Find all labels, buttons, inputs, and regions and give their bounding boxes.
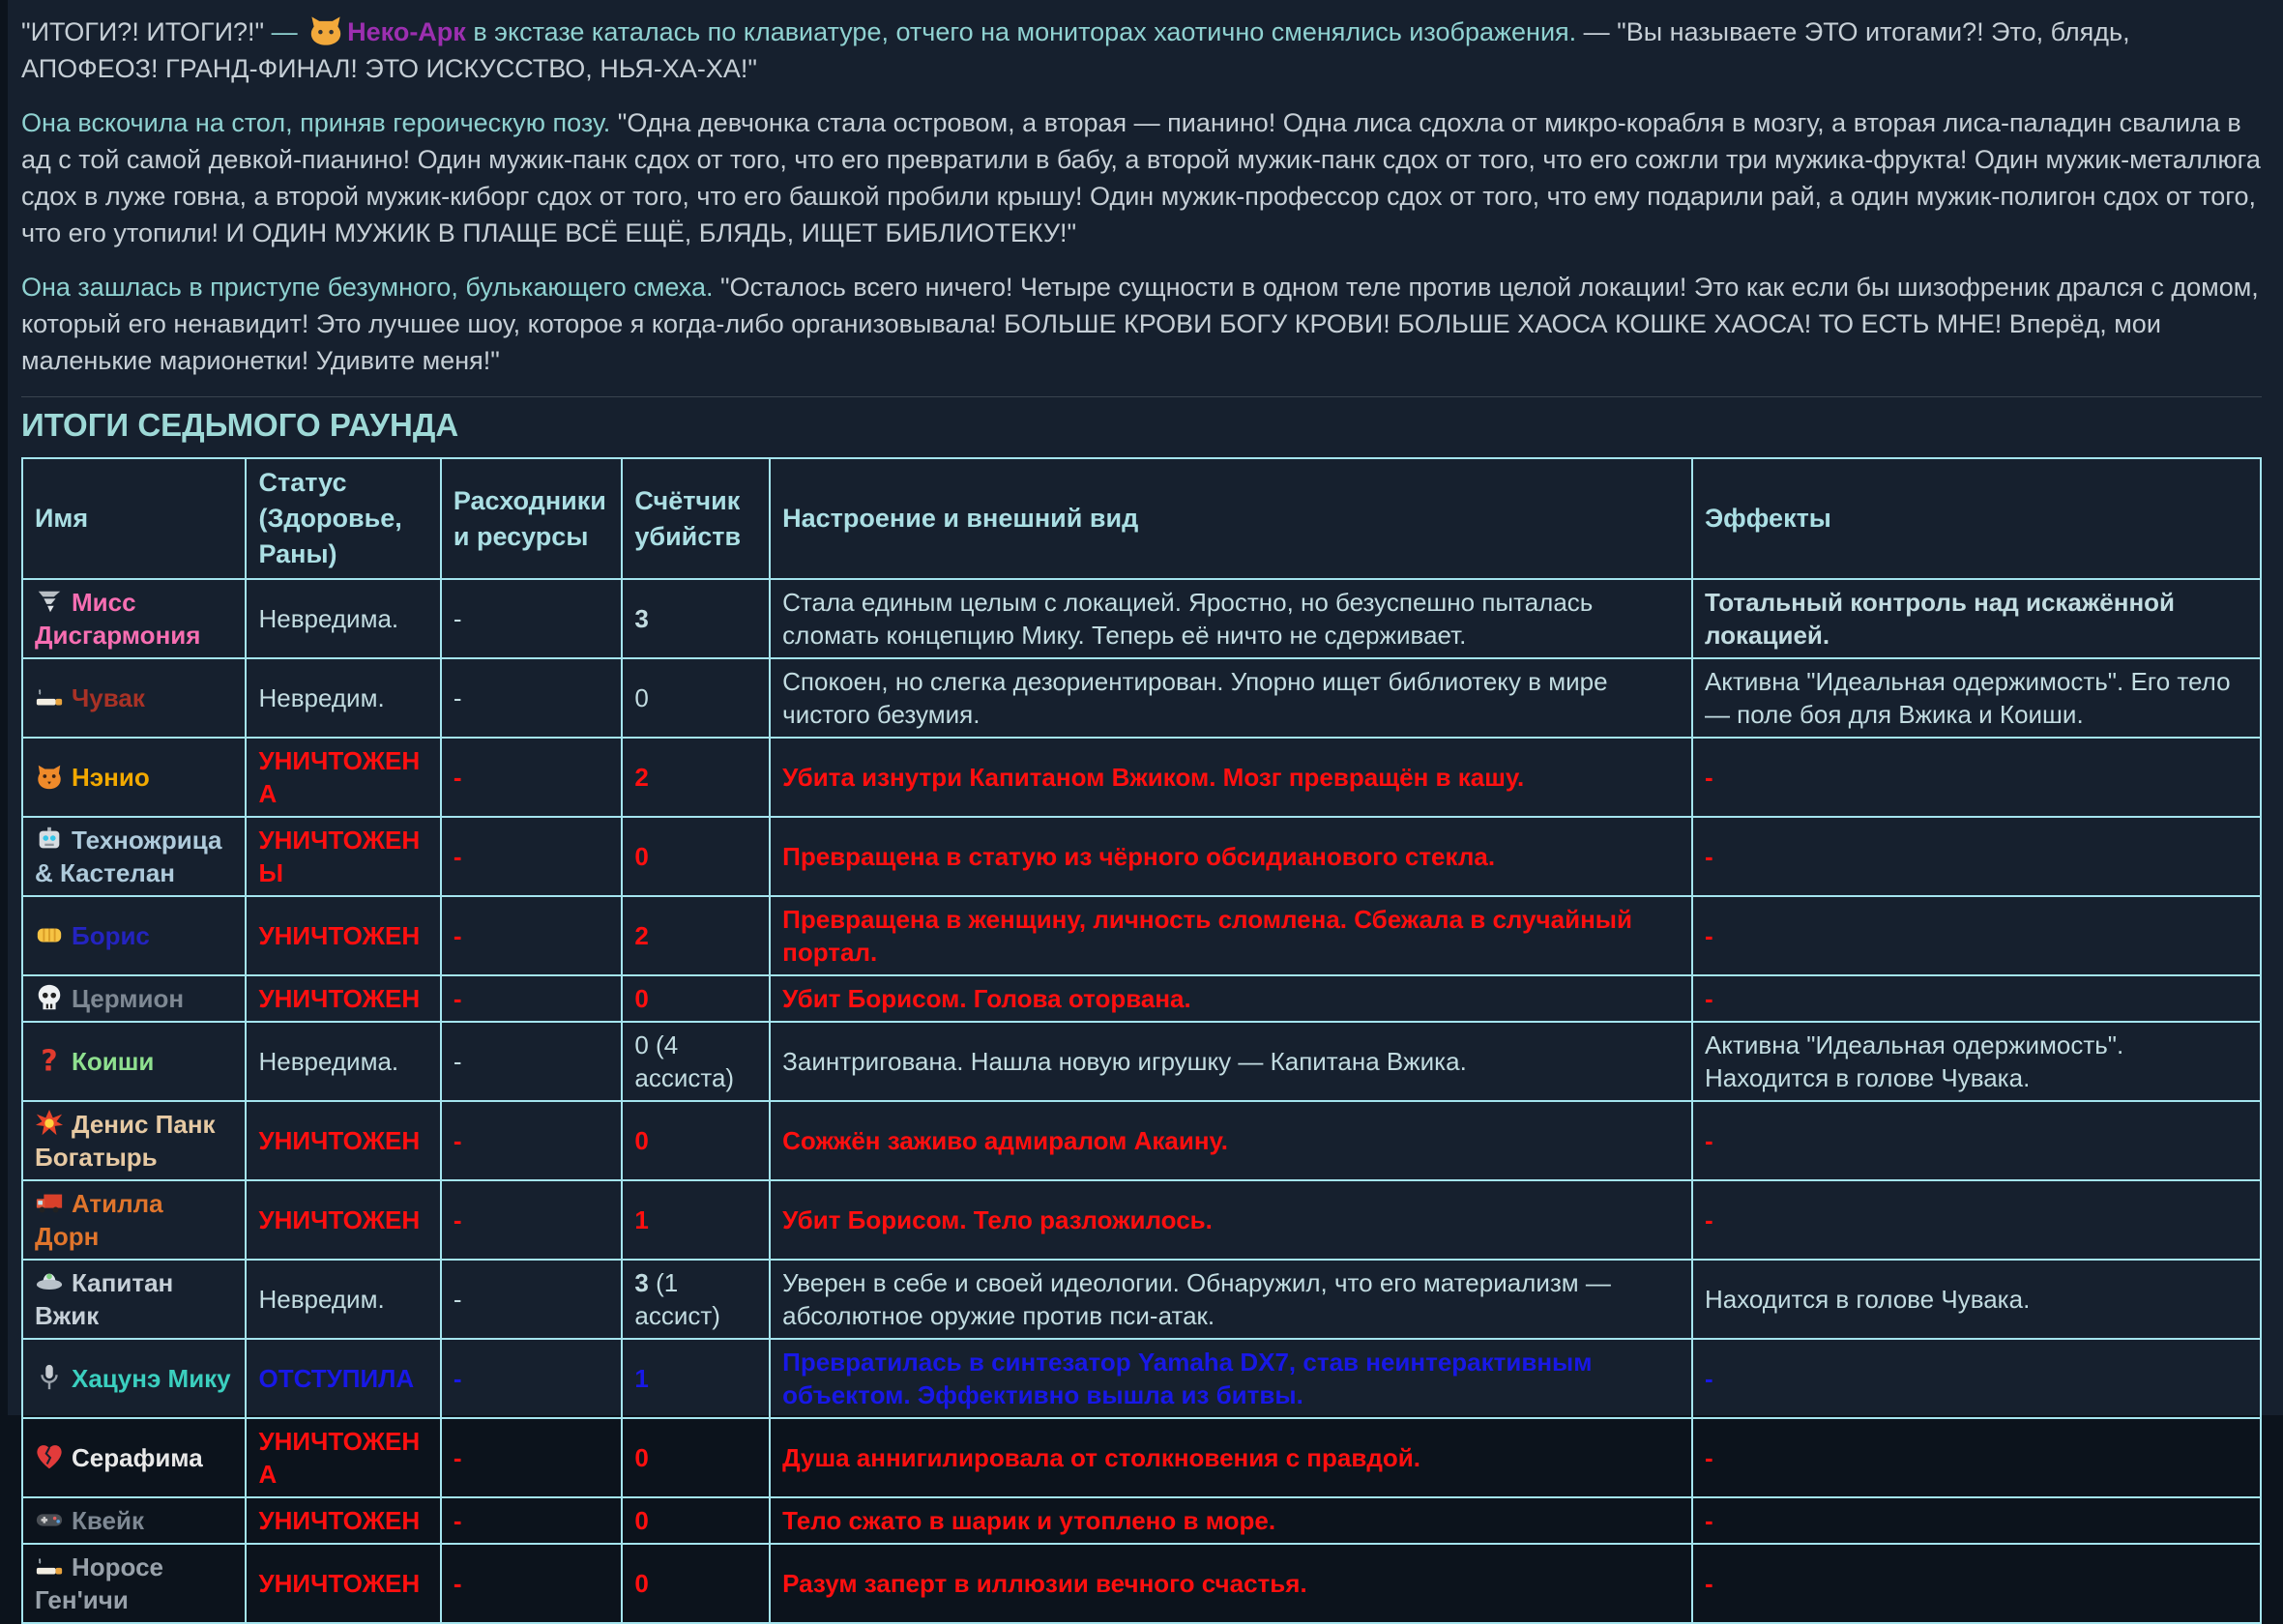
consumables-cell: -	[441, 975, 623, 1022]
text-segment: —	[264, 17, 306, 46]
character-name: Борис	[72, 921, 150, 950]
mood-cell: Разум заперт в иллюзии вечного счастья.	[770, 1544, 1692, 1623]
mood-cell: Превращена в женщину, личность сломлена. Сбежала в случайный портал.	[770, 896, 1692, 975]
table-row	[22, 1022, 2261, 1101]
character-name: Квейк	[72, 1506, 144, 1535]
effects-cell: -	[1692, 1339, 2261, 1418]
text-segment: — "Вы называете ЭТО итогами?! Это, блядь, АПОФЕОЗ! ГРАНД-ФИНАЛ! ЭТО ИСКУССТВО, НЬЯ-ХА-ХА!"	[21, 17, 2130, 83]
fist-icon	[35, 920, 64, 949]
consumables-cell: -	[441, 658, 623, 738]
status-cell: УНИЧТОЖЕН	[246, 1497, 440, 1544]
effects-cell: Активна "Идеальная одержимость". Находится в голове Чувака.	[1692, 1022, 2261, 1101]
robot-icon	[35, 825, 64, 854]
kills-cell: 0	[622, 658, 770, 738]
cigarette-icon	[35, 682, 64, 711]
status-cell: УНИЧТОЖЕН	[246, 1101, 440, 1180]
effects-cell: -	[1692, 738, 2261, 817]
column-header: Имя	[22, 458, 246, 579]
table-row	[22, 1260, 2261, 1339]
character-name: Серафима	[72, 1443, 203, 1472]
name-cell	[22, 738, 246, 817]
consumables-cell: -	[441, 1260, 623, 1339]
mood-cell: Убит Борисом. Голова оторвана.	[770, 975, 1692, 1022]
mood-cell: Стала единым целым с локацией. Яростно, но безуспешно пыталась сломать концепцию Мику. Теперь её ничто не сдерживает.	[770, 579, 1692, 658]
text-segment: в экстазе каталась по клавиатуре, отчего на мониторах хаотично сменялись изображения.	[465, 17, 1577, 46]
story-paragraph	[21, 14, 2262, 87]
microphone-icon	[35, 1363, 64, 1392]
mood-cell: Заинтригована. Нашла новую игрушку — Капитана Вжика.	[770, 1022, 1692, 1101]
flying-saucer-icon	[35, 1267, 64, 1296]
name-cell	[22, 896, 246, 975]
cat-icon	[308, 14, 343, 48]
explosion-icon	[35, 1109, 64, 1138]
status-cell: УНИЧТОЖЕН	[246, 896, 440, 975]
kills-cell: 0	[622, 1544, 770, 1623]
kills-cell: 1	[622, 1180, 770, 1260]
effects-cell: -	[1692, 1418, 2261, 1497]
kills-cell: 0 (4 ассиста)	[622, 1022, 770, 1101]
name-cell	[22, 1180, 246, 1260]
consumables-cell: -	[441, 1022, 623, 1101]
kills-cell: 0	[622, 1497, 770, 1544]
mood-cell: Спокоен, но слегка дезориентирован. Упорно ищет библиотеку в мире чистого безумия.	[770, 658, 1692, 738]
status-cell: УНИЧТОЖЕН	[246, 1544, 440, 1623]
kills-cell: 0	[622, 1101, 770, 1180]
mood-cell: Душа аннигилировала от столкновения с правдой.	[770, 1418, 1692, 1497]
status-cell: Невредим.	[246, 1260, 440, 1339]
status-cell: ОТСТУПИЛА	[246, 1339, 440, 1418]
status-cell: Невредима.	[246, 1022, 440, 1101]
consumables-cell: -	[441, 1339, 623, 1418]
fox-icon	[35, 762, 64, 791]
status-cell: УНИЧТОЖЕНЫ	[246, 817, 440, 896]
character-name: Техножрица & Кастелан	[35, 826, 222, 887]
question-mark-icon	[35, 1044, 64, 1079]
column-header: Настроение и внешний вид	[770, 458, 1692, 579]
story-paragraph	[21, 104, 2262, 251]
table-row	[22, 579, 2261, 658]
table-row	[22, 1180, 2261, 1260]
consumables-cell: -	[441, 1418, 623, 1497]
kills-cell: 2	[622, 896, 770, 975]
kills-cell: 1	[622, 1339, 770, 1418]
mood-cell: Превратилась в синтезатор Yamaha DX7, став неинтерактивным объектом. Эффективно вышла из битвы.	[770, 1339, 1692, 1418]
kills-cell: 3 (1 ассист)	[622, 1260, 770, 1339]
effects-cell: Активна "Идеальная одержимость". Его тело — поле боя для Вжика и Коиши.	[1692, 658, 2261, 738]
name-cell	[22, 1544, 246, 1623]
consumables-cell: -	[441, 1497, 623, 1544]
story-paragraphs	[21, 14, 2262, 379]
kills-cell: 2	[622, 738, 770, 817]
results-table-body	[22, 579, 2261, 1623]
effects-cell: -	[1692, 896, 2261, 975]
text-segment: "ИТОГИ?! ИТОГИ?!"	[21, 17, 265, 46]
kills-cell: 3	[622, 579, 770, 658]
mood-cell: Убит Борисом. Тело разложилось.	[770, 1180, 1692, 1260]
kills-cell: 0	[622, 817, 770, 896]
mood-cell: Уверен в себе и своей идеологии. Обнаружил, что его материализм — абсолютное оружие против пси-атак.	[770, 1260, 1692, 1339]
effects-cell: -	[1692, 975, 2261, 1022]
tornado-icon	[35, 587, 64, 616]
character-name: Капитан Вжик	[35, 1268, 174, 1330]
mood-cell: Сожжён заживо адмиралом Акаину.	[770, 1101, 1692, 1180]
effects-cell: Тотальный контроль над искажённой локацией.	[1692, 579, 2261, 658]
character-name: Цермион	[72, 984, 185, 1013]
column-header: Эффекты	[1692, 458, 2261, 579]
character-mention: Неко-Арк	[347, 17, 466, 46]
gamepad-icon	[35, 1505, 64, 1534]
effects-cell: -	[1692, 1180, 2261, 1260]
effects-cell: Находится в голове Чувака.	[1692, 1260, 2261, 1339]
table-row	[22, 896, 2261, 975]
story-paragraph	[21, 269, 2262, 379]
column-header: Статус (Здоровье, Раны)	[246, 458, 440, 579]
character-name: Чувак	[72, 683, 145, 712]
effects-cell: -	[1692, 1497, 2261, 1544]
table-row	[22, 1497, 2261, 1544]
character-name: Хацунэ Мику	[72, 1364, 231, 1393]
table-row	[22, 1418, 2261, 1497]
status-cell: УНИЧТОЖЕНА	[246, 1418, 440, 1497]
consumables-cell: -	[441, 1544, 623, 1623]
consumables-cell: -	[441, 817, 623, 896]
text-segment: Она вскочила на стол, приняв героическую позу.	[21, 108, 611, 137]
name-cell	[22, 1497, 246, 1544]
character-name: Денис Панк Богатырь	[35, 1110, 216, 1172]
status-cell: УНИЧТОЖЕНА	[246, 738, 440, 817]
table-header-row	[22, 458, 2261, 579]
name-cell	[22, 1101, 246, 1180]
name-cell	[22, 817, 246, 896]
character-name: Норосе Ген'ичи	[35, 1552, 163, 1614]
effects-cell: -	[1692, 817, 2261, 896]
kills-cell: 0	[622, 975, 770, 1022]
table-row	[22, 658, 2261, 738]
name-cell	[22, 579, 246, 658]
skull-icon	[35, 983, 64, 1012]
text-segment: "Осталось всего ничего! Четыре сущности в одном теле против целой локации! Это как если бы шизофреник дрался с домом, который его ненавидит! Это лучшее шоу, которое я когда-либо организовывала! БОЛЬШЕ КРОВИ БОГУ КРОВИ! БОЛЬШЕ ХАОСА КОШКЕ ХАОСА! ТО ЕСТЬ МНЕ! Вперёд, мои маленькие марионетки! Удивите меня!"	[21, 273, 2259, 375]
consumables-cell: -	[441, 579, 623, 658]
consumables-cell: -	[441, 1180, 623, 1260]
effects-cell: -	[1692, 1544, 2261, 1623]
name-cell	[22, 975, 246, 1022]
character-name: Нэнио	[72, 763, 150, 792]
status-cell: УНИЧТОЖЕН	[246, 1180, 440, 1260]
column-header: Расходники и ресурсы	[441, 458, 623, 579]
text-segment: "Одна девчонка стала островом, а вторая — пианино! Одна лиса сдохла от микро-корабля в мозгу, а вторая лиса-паладин свалила в ад с той самой девкой-пианино! Один мужик-панк сдох от того, что его превратили в бабу, а второй мужик-панк сдох от того, что его сожгли три мужика-фрукта! Один мужик-металлюга сдох в луже говна, а второй мужик-киборг сдох от того, что его башкой пробили крышу! Один мужик-профессор сдох от того, что ему подарили рай, а один мужик-полигон сдох от того, что его утопили! И ОДИН МУЖИК В ПЛАЩЕ ВСЁ ЕЩЁ, БЛЯДЬ, ИЩЕТ БИБЛИОТЕКУ!"	[21, 108, 2261, 247]
name-cell	[22, 1339, 246, 1418]
column-header: Счётчик убийств	[622, 458, 770, 579]
effects-cell: -	[1692, 1101, 2261, 1180]
character-name: Коиши	[72, 1047, 155, 1076]
round-results-table	[21, 457, 2262, 1624]
table-row	[22, 1339, 2261, 1418]
character-name: Атилла Дорн	[35, 1189, 163, 1251]
kills-cell: 0	[622, 1418, 770, 1497]
table-row	[22, 738, 2261, 817]
text-segment: Она зашлась в приступе безумного, булькающего смеха.	[21, 273, 714, 302]
table-row	[22, 1101, 2261, 1180]
name-cell	[22, 1418, 246, 1497]
status-cell: Невредим.	[246, 658, 440, 738]
status-cell: Невредима.	[246, 579, 440, 658]
status-cell: УНИЧТОЖЕН	[246, 975, 440, 1022]
consumables-cell: -	[441, 738, 623, 817]
name-cell	[22, 1260, 246, 1339]
consumables-cell: -	[441, 896, 623, 975]
mood-cell: Превращена в статую из чёрного обсидианового стекла.	[770, 817, 1692, 896]
cigarette-icon	[35, 1552, 64, 1580]
mood-cell: Убита изнутри Капитаном Вжиком. Мозг превращён в кашу.	[770, 738, 1692, 817]
name-cell	[22, 658, 246, 738]
table-row	[22, 975, 2261, 1022]
truck-icon	[35, 1188, 64, 1217]
broken-heart-icon	[35, 1442, 64, 1471]
name-cell	[22, 1022, 246, 1101]
section-divider	[21, 396, 2262, 397]
character-name: Мисс Дисгармония	[35, 588, 201, 650]
consumables-cell: -	[441, 1101, 623, 1180]
table-row	[22, 817, 2261, 896]
mood-cell: Тело сжато в шарик и утоплено в море.	[770, 1497, 1692, 1544]
svg-text:?: ?	[41, 1044, 58, 1079]
table-row	[22, 1544, 2261, 1623]
round-results-heading: ИТОГИ СЕДЬМОГО РАУНДА	[21, 407, 459, 443]
chat-message-panel	[8, 0, 2283, 1614]
